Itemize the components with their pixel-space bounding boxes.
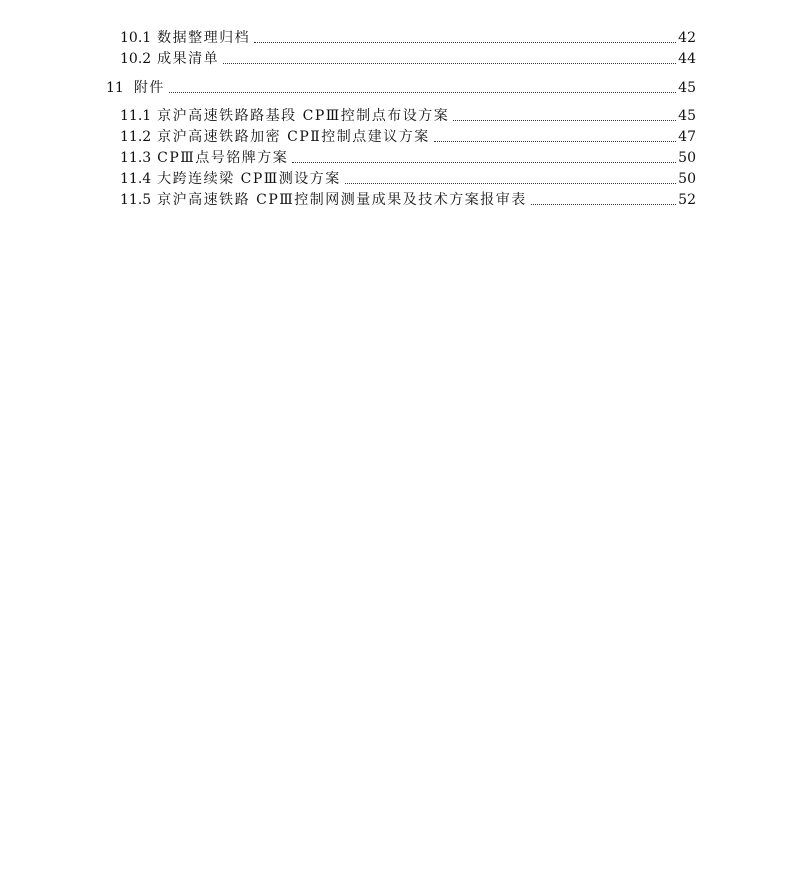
toc-entry-page: 50 [678,171,696,187]
toc-entry-number: 11.3 [120,150,152,166]
toc-entry-11-4[interactable] [120,169,696,189]
toc-dot-leader [434,141,676,142]
toc-entry-title: CPⅢ点号铭牌方案 [157,150,289,166]
toc-dot-leader [254,42,676,43]
toc-entry-11-5[interactable] [120,190,696,210]
toc-entry-page: 50 [678,150,696,166]
toc-entry-title: 京沪高速铁路加密 CPⅡ控制点建议方案 [157,129,430,145]
toc-entry-title: 京沪高速铁路 CPⅢ控制网测量成果及技术方案报审表 [157,192,527,208]
toc-entry-10-1[interactable] [120,28,696,48]
toc-dot-leader [169,92,676,93]
toc-entry-11-3[interactable] [120,148,696,168]
toc-entry-11[interactable] [106,78,696,98]
toc-entry-title: 大跨连续梁 CPⅢ测设方案 [157,171,341,187]
toc-dot-leader [345,183,676,184]
toc-dot-leader [531,204,676,205]
toc-entry-page: 42 [678,30,696,46]
toc-entry-title: 数据整理归档 [157,30,251,46]
toc-dot-leader [292,162,676,163]
toc-entry-number: 10.1 [120,30,152,46]
toc-entry-11-2[interactable] [120,127,696,147]
toc-entry-title: 附件 [133,80,165,96]
toc-entry-page: 52 [678,192,696,208]
toc-dot-leader [223,63,676,64]
toc-entry-10-2[interactable] [120,49,696,69]
toc-entry-page: 44 [678,51,696,67]
toc-entry-number: 11.5 [120,192,152,208]
toc-entry-number: 11.4 [120,171,152,187]
toc-entry-number: 11.1 [120,108,152,124]
toc-entry-page: 47 [678,129,696,145]
toc-entry-11-1[interactable] [120,106,696,126]
toc-dot-leader [453,120,676,121]
toc-entry-page: 45 [678,80,696,96]
toc-entry-number: 10.2 [120,51,152,67]
toc-entry-title: 成果清单 [157,51,220,67]
toc-entry-number: 11.2 [120,129,152,145]
toc-entry-page: 45 [678,108,696,124]
toc-entry-number: 11 [106,80,124,96]
toc-entry-title: 京沪高速铁路路基段 CPⅢ控制点布设方案 [157,108,450,124]
